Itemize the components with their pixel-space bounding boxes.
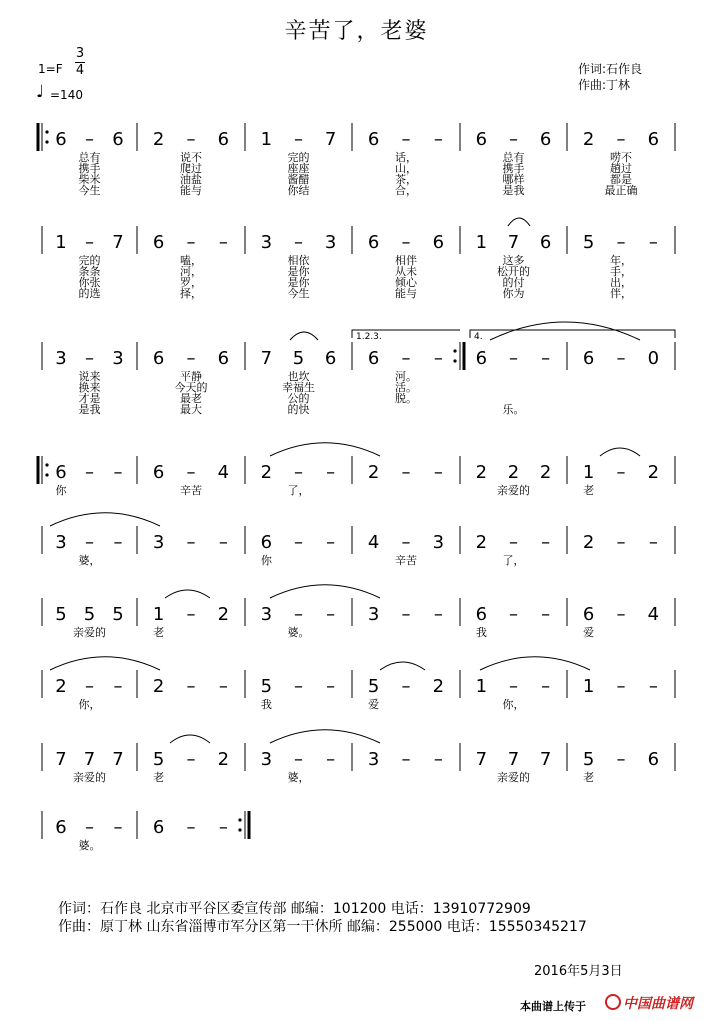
- lyric: 今天的: [174, 381, 208, 394]
- note: 3: [55, 532, 67, 553]
- note: 2: [475, 532, 488, 553]
- note: 6: [647, 749, 660, 770]
- lyric: 才是: [78, 392, 101, 405]
- note: 6: [539, 232, 552, 253]
- lyric: 婆，: [78, 554, 101, 567]
- lyric: 婆。: [78, 839, 101, 852]
- dash-mark: –: [616, 232, 626, 253]
- composer-credit: 作曲:丁林: [578, 78, 631, 92]
- lyric: 都是: [610, 173, 632, 186]
- slur-arc: [480, 657, 590, 670]
- lyric: 出，: [610, 276, 632, 289]
- repeat-dot: [238, 828, 241, 831]
- note: 6: [217, 348, 230, 369]
- lyric: 携手: [78, 162, 101, 175]
- dash-mark: –: [648, 232, 658, 253]
- note: 6: [324, 348, 337, 369]
- note: 7: [324, 129, 337, 150]
- page-title: 辛苦了，老婆: [284, 19, 429, 44]
- lyric: 茶，: [395, 173, 417, 186]
- slur-arc: [50, 513, 160, 526]
- lyric: 老: [153, 626, 165, 639]
- dash-mark: –: [113, 676, 123, 697]
- key-signature: 1=F: [38, 62, 63, 76]
- note: 2: [582, 129, 595, 150]
- dash-mark: –: [218, 676, 228, 697]
- dash-mark: –: [616, 532, 626, 553]
- lyric: 你张: [78, 276, 101, 289]
- dash-mark: –: [113, 462, 123, 483]
- note: 6: [112, 129, 124, 150]
- dash-mark: –: [401, 532, 411, 553]
- lyric: 亲爱的: [73, 626, 106, 639]
- note: 2: [217, 749, 230, 770]
- lyric: 总有: [502, 151, 525, 164]
- note: 3: [260, 604, 273, 625]
- repeat-dot: [238, 818, 241, 821]
- repeat-dot: [45, 140, 48, 143]
- lyric: 是我: [78, 403, 101, 416]
- note: 6: [582, 604, 595, 625]
- dash-mark: –: [186, 749, 196, 770]
- lyric: 座座: [287, 162, 310, 175]
- lyric: 活。: [395, 381, 417, 394]
- upload-note: 本曲谱上传于: [520, 1000, 586, 1013]
- note: 3: [367, 749, 380, 770]
- slur-arc: [490, 322, 640, 340]
- lyric: 相伴: [395, 254, 417, 267]
- dash-mark: –: [401, 232, 411, 253]
- note: 2: [260, 462, 273, 483]
- lyric: 完的: [287, 151, 310, 164]
- note: 5: [260, 676, 273, 697]
- note: 6: [152, 817, 165, 838]
- dash-mark: –: [218, 817, 228, 838]
- lyricist-credit: 作词:石作良: [578, 62, 643, 76]
- lyric: 幸福生: [282, 381, 315, 394]
- note: 1: [55, 232, 67, 253]
- dash-mark: –: [541, 604, 551, 625]
- lyric: 了，: [287, 484, 310, 497]
- dash-mark: –: [294, 532, 303, 553]
- slur-arc: [380, 662, 425, 670]
- dash-mark: –: [433, 604, 443, 625]
- footer-credits: [58, 900, 587, 936]
- note: 2: [152, 129, 165, 150]
- note: 3: [432, 532, 445, 553]
- lyric: 了，: [502, 554, 525, 567]
- dash-mark: –: [294, 462, 303, 483]
- slur-arc: [508, 218, 530, 226]
- lyric: 公的: [287, 392, 310, 405]
- dash-mark: –: [541, 532, 551, 553]
- lyric: 这多: [502, 254, 525, 267]
- note: 5: [582, 232, 595, 253]
- note: 5: [112, 604, 124, 625]
- lyric: 油盐: [180, 173, 202, 186]
- lyric: 我: [475, 626, 487, 639]
- note: 6: [475, 129, 488, 150]
- dash-mark: –: [294, 232, 303, 253]
- site-logo: [605, 993, 693, 1013]
- dash-mark: –: [401, 348, 411, 369]
- lyric: 是你: [287, 276, 310, 289]
- note: 2: [539, 462, 552, 483]
- lyric: 平静: [180, 370, 202, 383]
- dash-mark: –: [85, 676, 94, 697]
- note: 5: [582, 749, 595, 770]
- lyric: 老: [583, 771, 595, 784]
- dash-mark: –: [294, 749, 303, 770]
- note: 6: [367, 129, 380, 150]
- dash-mark: –: [616, 604, 626, 625]
- lyric: 今生: [78, 184, 101, 197]
- lyric: 你: [55, 484, 67, 497]
- lyric: 你，: [78, 698, 101, 711]
- note: 1: [475, 232, 488, 253]
- note: 1: [475, 676, 488, 697]
- dash-mark: –: [616, 348, 626, 369]
- lyric: 说不: [180, 151, 202, 164]
- ending-label: 4.: [474, 332, 483, 342]
- note: 6: [432, 232, 445, 253]
- lyric: 最大: [180, 403, 202, 416]
- dash-mark: –: [401, 676, 411, 697]
- dash-mark: –: [85, 532, 94, 553]
- lyric: 也坎: [287, 370, 310, 383]
- lyric: 手，: [610, 265, 632, 278]
- lyric: 说来: [78, 370, 101, 383]
- dash-mark: –: [186, 232, 196, 253]
- note: 4: [217, 462, 230, 483]
- lyric: 的付: [502, 276, 525, 289]
- dash-mark: –: [218, 232, 228, 253]
- lyric: 柴米: [78, 173, 101, 186]
- note: 6: [260, 532, 273, 553]
- slur-arc: [270, 443, 380, 456]
- note: 2: [507, 462, 520, 483]
- note: 2: [217, 604, 230, 625]
- note: 3: [367, 604, 380, 625]
- note: 2: [367, 462, 380, 483]
- lyric: 话，: [395, 151, 417, 164]
- dash-mark: –: [326, 676, 336, 697]
- dash-mark: –: [186, 129, 196, 150]
- dash-mark: –: [186, 676, 196, 697]
- dash-mark: –: [401, 604, 411, 625]
- lyric: 换来: [78, 381, 101, 394]
- slur-arc: [170, 735, 210, 743]
- note: 6: [152, 232, 165, 253]
- note: 5: [83, 604, 96, 625]
- lyric: 趟过: [610, 162, 632, 175]
- lyric: 婆。: [287, 626, 310, 639]
- lyric: 脱。: [395, 392, 417, 405]
- note: 5: [292, 348, 305, 369]
- note: 2: [152, 676, 165, 697]
- note: 6: [539, 129, 552, 150]
- lyric: 爬过: [180, 162, 202, 175]
- lyric: 爱: [368, 698, 380, 711]
- note: 6: [55, 129, 67, 150]
- dash-mark: –: [541, 348, 551, 369]
- lyric: 亲爱的: [73, 771, 106, 784]
- note: 7: [260, 348, 273, 369]
- lyric: 我: [260, 698, 272, 711]
- logo-mark-icon: [605, 994, 621, 1010]
- lyric: 你结: [287, 184, 310, 197]
- lyric: 唠不: [610, 151, 632, 164]
- dash-mark: –: [326, 604, 336, 625]
- lyric: 你为: [502, 287, 525, 300]
- dash-mark: –: [294, 676, 303, 697]
- note: 6: [217, 129, 230, 150]
- time-sig-top: 3: [75, 46, 85, 61]
- dash-mark: –: [85, 348, 94, 369]
- lyric: 老: [153, 771, 165, 784]
- dash-mark: –: [294, 604, 303, 625]
- lyric: 总有: [78, 151, 101, 164]
- lyric: 爱: [583, 626, 595, 639]
- dash-mark: –: [401, 749, 411, 770]
- note: 6: [55, 817, 67, 838]
- dash-mark: –: [326, 462, 336, 483]
- lyric: 能与: [180, 184, 202, 197]
- dash-mark: –: [218, 532, 228, 553]
- dash-mark: –: [541, 676, 551, 697]
- lyric: 河，: [180, 265, 202, 278]
- dash-mark: –: [433, 348, 443, 369]
- dash-mark: –: [186, 532, 196, 553]
- lyric: 的选: [78, 287, 101, 300]
- dash-mark: –: [85, 129, 94, 150]
- dash-mark: –: [433, 129, 443, 150]
- dash-mark: –: [186, 462, 196, 483]
- dash-mark: –: [509, 129, 518, 150]
- note: 7: [539, 749, 552, 770]
- dash-mark: –: [648, 676, 658, 697]
- lyric: 今生: [287, 287, 310, 300]
- lyric: 罗，: [180, 276, 202, 289]
- dash-mark: –: [616, 676, 626, 697]
- repeat-dot: [453, 359, 456, 362]
- dash-mark: –: [294, 129, 303, 150]
- date: 2016年5月3日: [534, 964, 623, 979]
- note: 6: [582, 348, 595, 369]
- note: 2: [475, 462, 488, 483]
- note: 2: [647, 462, 660, 483]
- lyric: 的快: [287, 403, 310, 416]
- dash-mark: –: [401, 462, 411, 483]
- dash-mark: –: [113, 532, 123, 553]
- note: 5: [367, 676, 380, 697]
- lyric: 从未: [395, 265, 417, 278]
- lyric: 山，: [395, 162, 417, 175]
- dash-mark: –: [509, 532, 518, 553]
- lyric: 嗑，: [180, 254, 202, 267]
- site-logo-text: 中国曲谱网: [623, 996, 693, 1012]
- lyric: 亲爱的: [497, 771, 530, 784]
- lyric: 乐。: [502, 403, 525, 416]
- note: 4: [647, 604, 660, 625]
- lyric: 最正确: [604, 184, 638, 197]
- lyric: 最老: [180, 392, 202, 405]
- lyric: 是我: [502, 184, 525, 197]
- note: 6: [647, 129, 660, 150]
- note: 6: [55, 462, 67, 483]
- dash-mark: –: [509, 348, 518, 369]
- slur-arc: [270, 730, 380, 743]
- slur-arc: [600, 448, 640, 456]
- dash-mark: –: [401, 129, 411, 150]
- note: 6: [475, 604, 488, 625]
- slur-arc: [50, 657, 160, 670]
- note: 3: [260, 232, 273, 253]
- lyric: 松开的: [497, 265, 530, 278]
- slur-arc: [270, 585, 380, 598]
- dash-mark: –: [85, 232, 94, 253]
- note: 7: [55, 749, 67, 770]
- repeat-dot: [45, 130, 48, 133]
- dash-mark: –: [616, 129, 626, 150]
- note: 1: [582, 676, 595, 697]
- slur-arc: [290, 332, 318, 340]
- dash-mark: –: [509, 604, 518, 625]
- note: 3: [324, 232, 337, 253]
- dash-mark: –: [326, 749, 336, 770]
- footer-lyricist-line: 作词：石作良 北京市平谷区委宣传部 邮编：101200 电话：13910772909: [58, 901, 531, 917]
- note: 2: [582, 532, 595, 553]
- note: 7: [507, 749, 520, 770]
- note: 6: [475, 348, 488, 369]
- lyric: 合，: [395, 184, 417, 197]
- note: 7: [112, 749, 124, 770]
- lyric: 辛苦: [395, 554, 417, 567]
- repeat-dot: [453, 349, 456, 352]
- dash-mark: –: [616, 749, 626, 770]
- note: 1: [152, 604, 165, 625]
- dash-mark: –: [186, 817, 196, 838]
- lyric: 相依: [287, 254, 310, 267]
- lyric: 酱醋: [287, 173, 310, 186]
- note: 6: [367, 232, 380, 253]
- note: 2: [432, 676, 445, 697]
- note: 0: [647, 348, 660, 369]
- dash-mark: –: [85, 817, 94, 838]
- lyric: 择，: [180, 287, 202, 300]
- dash-mark: –: [113, 817, 123, 838]
- lyric: 是你: [287, 265, 310, 278]
- lyric: 辛苦: [180, 484, 202, 497]
- repeat-dot: [45, 463, 48, 466]
- dash-mark: –: [648, 532, 658, 553]
- note: 2: [55, 676, 67, 697]
- note: 3: [152, 532, 165, 553]
- note: 7: [475, 749, 488, 770]
- note: 7: [83, 749, 96, 770]
- lyric: 婆，: [287, 771, 310, 784]
- note: 6: [367, 348, 380, 369]
- note: 6: [152, 348, 165, 369]
- footer-composer-line: 作曲：原丁林 山东省淄博市军分区第一干休所 邮编：255000 电话：15550345217: [58, 919, 587, 935]
- slur-arc: [165, 590, 210, 598]
- ending-label: 1.2.3.: [356, 332, 382, 342]
- lyric: 完的: [78, 254, 101, 267]
- dash-mark: –: [616, 462, 626, 483]
- note: 3: [55, 348, 67, 369]
- dash-mark: –: [509, 676, 518, 697]
- note: 3: [112, 348, 124, 369]
- repeat-dot: [45, 473, 48, 476]
- note: 7: [112, 232, 124, 253]
- note: 6: [152, 462, 165, 483]
- lyric: 哪样: [502, 173, 525, 186]
- lyric: 河。: [395, 370, 417, 383]
- note: 1: [582, 462, 595, 483]
- lyric: 亲爱的: [497, 484, 530, 497]
- lyric: 你: [260, 554, 272, 567]
- lyric: 你，: [502, 698, 525, 711]
- dash-mark: –: [326, 532, 336, 553]
- lyric: 条条: [78, 265, 101, 278]
- dash-mark: –: [85, 462, 94, 483]
- note: 7: [507, 232, 520, 253]
- note: 1: [260, 129, 273, 150]
- lyric: 伴，: [610, 287, 632, 300]
- lyric: 倾心: [395, 276, 417, 289]
- dash-mark: –: [433, 462, 443, 483]
- quarter-note-icon: ♩: [36, 82, 45, 102]
- dash-mark: –: [186, 348, 196, 369]
- lyric: 年，: [610, 254, 632, 267]
- time-sig-bottom: 4: [75, 63, 85, 78]
- note: 3: [260, 749, 273, 770]
- lyric: 携手: [502, 162, 525, 175]
- tempo-value: =140: [50, 88, 83, 102]
- note: 4: [367, 532, 380, 553]
- dash-mark: –: [186, 604, 196, 625]
- note: 5: [55, 604, 67, 625]
- ending-bracket-second: [470, 330, 675, 338]
- lyric: 能与: [395, 287, 417, 300]
- lyric: 老: [583, 484, 595, 497]
- dash-mark: –: [433, 749, 443, 770]
- note: 5: [152, 749, 165, 770]
